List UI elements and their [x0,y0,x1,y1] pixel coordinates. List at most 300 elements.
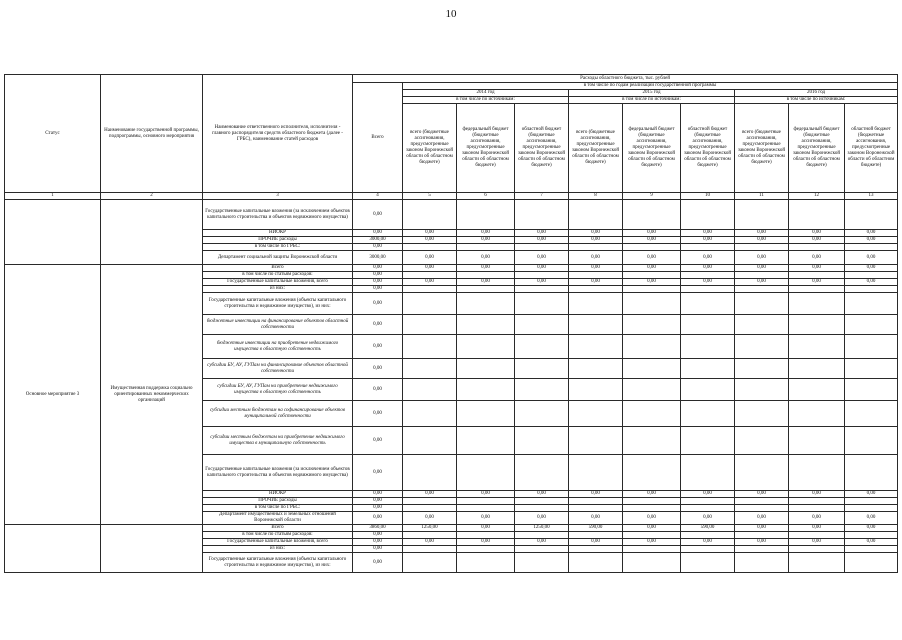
cell-value [569,532,623,539]
total-value: 0,00 [353,244,403,251]
row-program-name [101,525,203,573]
cell-value [623,553,681,573]
cell-value [681,532,735,539]
row-label: бюджетные инвестиции на приобретение недвижимого имущества в областную собственность [203,335,353,359]
cell-value [457,546,515,553]
cell-value [515,335,569,359]
cell-value [403,498,457,505]
total-value: 0,00 [353,546,403,553]
cell-value [623,335,681,359]
header-sources-2016: в том числе по источникам: [735,97,898,104]
col-number: 4 [353,193,403,200]
table-row [5,525,898,532]
col-number: 1 [5,193,101,200]
cell-value [515,455,569,491]
cell-value [735,553,789,573]
cell-value: 0,00 [403,251,457,265]
cell-value [789,272,845,279]
total-value: 3000,00 [353,251,403,265]
cell-value [789,293,845,315]
cell-value [569,244,623,251]
cell-value [403,315,457,335]
cell-value [569,272,623,279]
cell-value [845,505,898,512]
total-value: 0,00 [353,230,403,237]
cell-value [623,286,681,293]
header-src-federal: федеральный бюджет (бюджетные ассигнования, предусмотренные законом Воронежской области об областном бюджете) [457,104,515,193]
row-program-name [101,200,203,265]
total-value: 0,00 [353,200,403,230]
cell-value: 0,00 [569,251,623,265]
cell-value: 0,00 [569,491,623,498]
cell-value [569,335,623,359]
cell-value [457,335,515,359]
total-value: 0,00 [353,359,403,379]
cell-value [735,315,789,335]
cell-value [623,546,681,553]
cell-value: 0,00 [623,237,681,244]
cell-value [681,505,735,512]
cell-value: 0,00 [457,525,515,532]
cell-value [569,553,623,573]
cell-value [457,505,515,512]
row-label: Департамент социальной защиты Воронежской области [203,251,353,265]
total-value: 0,00 [353,553,403,573]
cell-value: 0,00 [789,230,845,237]
cell-value [457,293,515,315]
row-status [5,200,101,265]
cell-value [681,359,735,379]
cell-value: 0,00 [735,251,789,265]
cell-value: 0,00 [789,265,845,272]
cell-value: 590,00 [569,525,623,532]
total-value: 0,00 [353,265,403,272]
cell-value: 0,00 [681,230,735,237]
row-label: в том числе по ГРБС: [203,505,353,512]
cell-value [403,286,457,293]
cell-value [569,359,623,379]
cell-value [569,401,623,427]
cell-value: 0,00 [623,251,681,265]
cell-value [681,293,735,315]
row-label: Государственные капитальные вложения, всего [203,539,353,546]
cell-value: 0,00 [681,512,735,525]
row-label: в том числе по статьям расходов: [203,532,353,539]
cell-value [457,315,515,335]
total-value: 0,00 [353,491,403,498]
cell-value: 0,00 [845,525,898,532]
cell-value [681,455,735,491]
total-value: 0,00 [353,427,403,455]
cell-value: 0,00 [623,539,681,546]
cell-value [457,359,515,379]
cell-value [789,532,845,539]
row-label: Государственные капитальные вложения (за исключением объектов капитального строительства и объектов недвижимого имущества) [203,455,353,491]
total-value: 3860,00 [353,525,403,532]
cell-value: 0,00 [735,230,789,237]
cell-value [623,244,681,251]
cell-value [623,498,681,505]
cell-value [515,498,569,505]
total-value: 0,00 [353,498,403,505]
cell-value [623,427,681,455]
cell-value [845,335,898,359]
cell-value [845,359,898,379]
cell-value: 0,00 [457,491,515,498]
cell-value [735,532,789,539]
cell-value: 0,00 [569,230,623,237]
cell-value: 0,00 [845,265,898,272]
cell-value: 0,00 [515,512,569,525]
cell-value [457,427,515,455]
cell-value [403,532,457,539]
cell-value [789,359,845,379]
cell-value [681,315,735,335]
cell-value [789,401,845,427]
cell-value [789,546,845,553]
total-value: 0,00 [353,539,403,546]
cell-value: 0,00 [569,237,623,244]
cell-value: 0,00 [403,539,457,546]
cell-value: 0,00 [457,251,515,265]
cell-value [623,200,681,230]
cell-value [789,315,845,335]
header-src-regional: областной бюджет (бюджетные ассигнования, предусмотренные законом Воронежской области об областном бюджете) [681,104,735,193]
cell-value: 0,00 [403,230,457,237]
cell-value: 0,00 [681,539,735,546]
col-number: 9 [623,193,681,200]
cell-value [403,293,457,315]
cell-value [623,379,681,401]
cell-value [681,498,735,505]
cell-value [515,315,569,335]
col-number: 8 [569,193,623,200]
col-number: 12 [789,193,845,200]
cell-value: 0,00 [457,539,515,546]
total-value: 0,00 [353,379,403,401]
row-program-name: Имущественная поддержка социально ориентированных некоммерческих организаций [101,265,203,525]
cell-value: 0,00 [735,237,789,244]
header-expenses: Расходы областного бюджета, тыс. рублей [353,75,898,83]
row-label: Государственные капитальные вложения (объекты капитального строительства и недвижимое имущество), из них: [203,293,353,315]
cell-value: 0,00 [789,512,845,525]
cell-value: 0,00 [457,512,515,525]
header-src-total: всего (бюджетные ассигнования, предусмотренные законом Воронежской области об областном бюджете) [569,104,623,193]
header-by-years: в том числе по годам реализации государственной программы [403,83,898,90]
cell-value: 1250,00 [515,525,569,532]
cell-value [789,455,845,491]
row-label: субсидии местным бюджетам на приобретение недвижимого имущества в муниципальную собственность [203,427,353,455]
cell-value [403,379,457,401]
cell-value [845,200,898,230]
cell-value [569,379,623,401]
row-label: субсидии БУ, АУ, ГУПам на приобретение недвижимого имущества в областную собственность [203,379,353,401]
cell-value [623,455,681,491]
cell-value [403,272,457,279]
cell-value [845,272,898,279]
row-label: субсидии местным бюджетам на софинансирование объектов муниципальной собственности [203,401,353,427]
total-value: 0,00 [353,279,403,286]
cell-value [623,401,681,427]
cell-value [515,553,569,573]
cell-value: 0,00 [515,539,569,546]
total-value: 0,00 [353,272,403,279]
cell-value [681,401,735,427]
header-src-total: всего (бюджетные ассигнования, предусмотренные законом Воронежской области об областном бюджете) [403,104,457,193]
cell-value [735,335,789,359]
cell-value: 0,00 [789,251,845,265]
cell-value [515,244,569,251]
cell-value [789,553,845,573]
cell-value [403,505,457,512]
cell-value: 0,00 [735,539,789,546]
cell-value [403,200,457,230]
table-row [5,265,898,272]
cell-value [457,553,515,573]
cell-value: 0,00 [569,279,623,286]
row-status [5,525,101,573]
col-number: 3 [203,193,353,200]
cell-value: 0,00 [403,265,457,272]
total-value: 0,00 [353,293,403,315]
total-value: 0,00 [353,315,403,335]
row-label: Государственные капитальные вложения (объекты капитального строительства и недвижимое имущество), из них: [203,553,353,573]
cell-value [515,286,569,293]
cell-value: 0,00 [789,525,845,532]
cell-value [623,293,681,315]
cell-value [845,498,898,505]
row-label: Всего [203,525,353,532]
cell-value [789,427,845,455]
cell-value: 0,00 [681,237,735,244]
cell-value [681,335,735,359]
cell-value [681,244,735,251]
header-year-2016: 2016 год [735,90,898,97]
header-program-name: Наименование государственной программы, подпрограммы, основного мероприятия [101,75,203,193]
cell-value [623,315,681,335]
row-label: в том числе по статьям расходов: [203,272,353,279]
cell-value: 0,00 [681,251,735,265]
header-src-total: всего (бюджетные ассигнования, предусмотренные законом Воронежской области об областном бюджете) [735,104,789,193]
cell-value: 1250,00 [403,525,457,532]
cell-value: 0,00 [515,265,569,272]
cell-value: 0,00 [623,230,681,237]
cell-value: 0,00 [457,237,515,244]
cell-value [569,200,623,230]
cell-value: 0,00 [735,525,789,532]
cell-value: 0,00 [515,251,569,265]
total-value: 0,00 [353,401,403,427]
cell-value: 0,00 [735,512,789,525]
cell-value [623,359,681,379]
cell-value [569,315,623,335]
cell-value [845,315,898,335]
cell-value: 0,00 [845,237,898,244]
cell-value [735,427,789,455]
cell-value [403,553,457,573]
cell-value: 0,00 [515,237,569,244]
total-value: 0,00 [353,505,403,512]
row-label: из них: [203,286,353,293]
cell-value [515,379,569,401]
cell-value [789,379,845,401]
col-number: 2 [101,193,203,200]
cell-value [515,293,569,315]
cell-value [845,286,898,293]
cell-value [735,505,789,512]
cell-value [735,200,789,230]
cell-value [735,293,789,315]
cell-value: 0,00 [569,539,623,546]
cell-value [457,244,515,251]
cell-value [569,286,623,293]
cell-value: 0,00 [735,279,789,286]
cell-value [515,532,569,539]
cell-value: 0,00 [681,265,735,272]
total-value: 0,00 [353,335,403,359]
cell-value [845,455,898,491]
header-src-regional: областной бюджет (бюджетные ассигнования, предусмотренные законом Воронежской области об областном бюджете) [515,104,569,193]
cell-value [515,359,569,379]
cell-value [515,401,569,427]
cell-value [845,553,898,573]
cell-value: 0,00 [457,230,515,237]
cell-value: 0,00 [735,265,789,272]
cell-value [515,546,569,553]
header-src-federal: федеральный бюджет (бюджетные ассигнования, предусмотренные законом Воронежской области об областном бюджете) [789,104,845,193]
cell-value: 0,00 [403,279,457,286]
cell-value [789,244,845,251]
total-value: 0,00 [353,455,403,491]
cell-value [403,359,457,379]
cell-value [681,379,735,401]
cell-value: 0,00 [789,539,845,546]
cell-value [789,200,845,230]
cell-value [569,293,623,315]
budget-table [4,74,898,573]
header-sources-2014: в том числе по источникам: [403,97,569,104]
table-row [5,200,898,230]
col-number: 6 [457,193,515,200]
cell-value [403,244,457,251]
header-status: Статус [5,75,101,193]
cell-value: 0,00 [845,279,898,286]
cell-value [789,286,845,293]
cell-value: 0,00 [681,491,735,498]
col-number: 5 [403,193,457,200]
cell-value [457,286,515,293]
cell-value [845,401,898,427]
cell-value [515,427,569,455]
col-number: 7 [515,193,569,200]
cell-value [569,427,623,455]
cell-value [569,505,623,512]
header-total: Всего [353,83,403,193]
cell-value [789,505,845,512]
cell-value: 0,00 [457,265,515,272]
cell-value [569,455,623,491]
total-value: 3000,00 [353,237,403,244]
total-value: 0,00 [353,286,403,293]
cell-value: 0,00 [789,279,845,286]
row-label: из них: [203,546,353,553]
cell-value [569,498,623,505]
cell-value: 0,00 [845,491,898,498]
cell-value [681,427,735,455]
row-label: субсидии БУ, АУ, ГУПам на финансирование объектов областной собственности [203,359,353,379]
cell-value [457,498,515,505]
row-label: Всего [203,265,353,272]
header-executor: Наименование ответственного исполнителя, исполнителя - главного распорядителя средств областного бюджета (далее - ГРБС), наименование статей расходов [203,75,353,193]
cell-value [681,286,735,293]
total-value: 0,00 [353,532,403,539]
cell-value [735,272,789,279]
row-label: Департамент имущественных и земельных отношений Воронежской области [203,512,353,525]
cell-value: 0,00 [457,279,515,286]
cell-value [735,244,789,251]
cell-value [457,532,515,539]
cell-value [681,553,735,573]
cell-value [569,546,623,553]
cell-value: 0,00 [623,265,681,272]
cell-value [457,455,515,491]
cell-value [789,498,845,505]
cell-value [735,498,789,505]
cell-value [457,272,515,279]
cell-value: 0,00 [569,265,623,272]
row-label: НИОКР [203,230,353,237]
cell-value [681,200,735,230]
cell-value: 0,00 [789,491,845,498]
cell-value: 0,00 [403,491,457,498]
row-label: ПРОЧИЕ расходы [203,237,353,244]
row-label: Государственные капитальные вложения (за исключением объектов капитального строительства и объектов недвижимого имущества) [203,200,353,230]
cell-value: 0,00 [569,512,623,525]
cell-value [681,546,735,553]
cell-value [515,272,569,279]
cell-value [403,546,457,553]
cell-value [457,401,515,427]
cell-value: 0,00 [681,279,735,286]
row-label: Государственные капитальные вложения, всего [203,279,353,286]
cell-value: 0,00 [403,512,457,525]
cell-value: 0,00 [515,491,569,498]
header-year-2014: 2014 год [403,90,569,97]
total-value: 0,00 [353,512,403,525]
cell-value [623,532,681,539]
cell-value: 0,00 [515,230,569,237]
header-year-2015: 2015 год [569,90,735,97]
cell-value [845,244,898,251]
cell-value: 0,00 [623,491,681,498]
cell-value [845,379,898,401]
row-label: в том числе по ГРБС: [203,244,353,251]
header-src-regional: областной бюджет (бюджетные ассигнования, предусмотренные законом Воронежской области об областном бюджете) [845,104,898,193]
col-number: 13 [845,193,898,200]
cell-value [403,427,457,455]
cell-value: 0,00 [623,512,681,525]
cell-value [735,401,789,427]
cell-value [789,335,845,359]
cell-value [845,427,898,455]
cell-value: 0,00 [735,491,789,498]
cell-value: 590,00 [681,525,735,532]
cell-value [457,379,515,401]
cell-value: 0,00 [845,251,898,265]
cell-value [623,272,681,279]
cell-value [735,359,789,379]
row-label: бюджетные инвестиции на финансирование объектов областной собственности [203,315,353,335]
